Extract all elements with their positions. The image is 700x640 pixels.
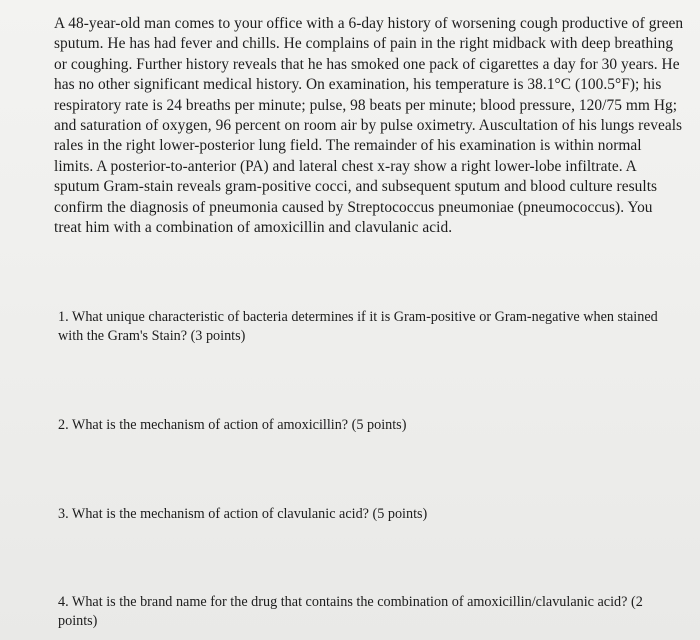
question-1: 1. What unique characteristic of bacteria determines if it is Gram-positive or Gram-negative when stained with the Gram's Stain? (3 points) <box>58 309 658 344</box>
case-text: A 48-year-old man comes to your office with a 6-day history of worsening cough productive of green sputum. He has had fever and chills. He complains of pain in the right midback with deep breathing or coughing. Further history reveals that he has smoked one pack of cigarettes a day for 30 years. He has no other significant medical history. On examination, his temperature is 38.1°C (100.5°F); his respiratory rate is 24 breaths per minute; pulse, 98 beats per minute; blood pressure, 120/75 mm Hg; and saturation of oxygen, 96 percent on room air by pulse oximetry. Auscultation of his lungs reveals rales in the right lower-posterior lung field. The remainder of his examination is within normal limits. A posterior-to-anterior (PA) and lateral chest x-ray show a right lower-lobe infiltrate. A sputum Gram-stain reveals gram-positive cocci, and subsequent sputum and blood culture results confirm the diagnosis of pneumonia caused by Streptococcus pneumoniae (pneumococcus). You treat him with a combination of amoxicillin and clavulanic acid. <box>54 15 684 237</box>
question-3: 3. What is the mechanism of action of clavulanic acid? (5 points) <box>58 506 428 522</box>
question-4: 4. What is the brand name for the drug that contains the combination of amoxicillin/clavulanic acid? (2 points) <box>58 594 643 629</box>
question-2: 2. What is the mechanism of action of amoxicillin? (5 points) <box>58 417 407 433</box>
